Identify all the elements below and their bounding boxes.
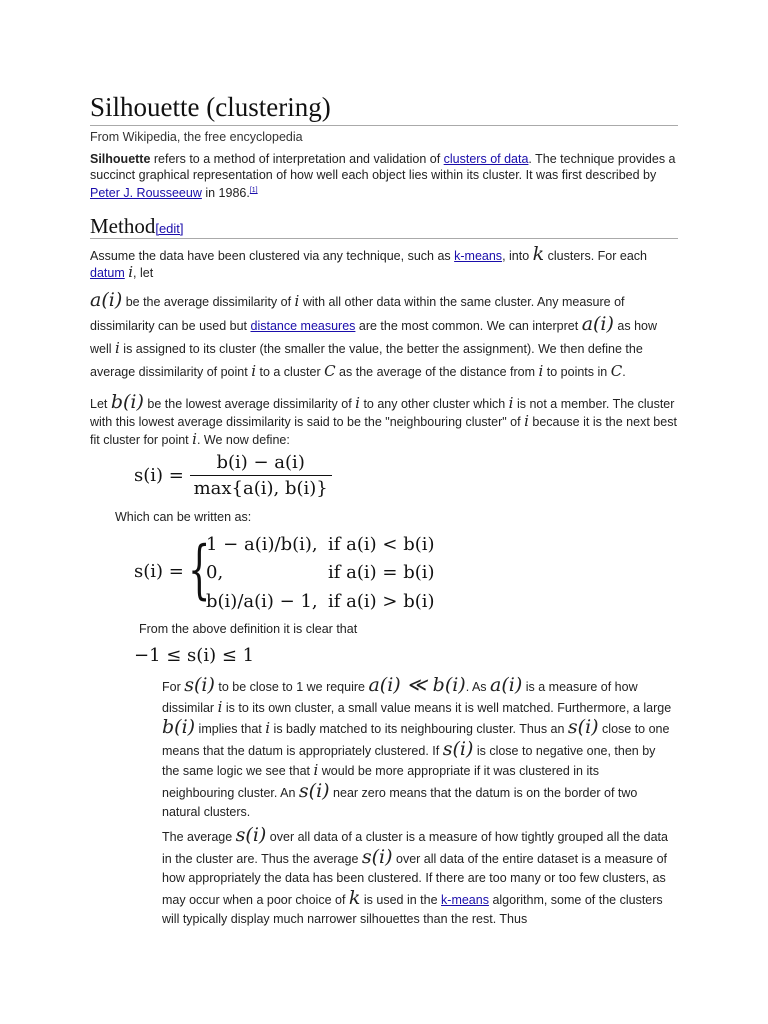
- p4-text-6: is badly matched to its neighbouring cluster. Thus an: [270, 722, 568, 736]
- math-i: i: [294, 292, 300, 310]
- p5-text-4: algorithm, some of the clusters will typically display much narrower silhouettes than the rest. Thus: [162, 892, 663, 926]
- p4-text-7: close to one means that the datum is appropriately clustered. If: [162, 722, 670, 758]
- math-relation: a(i) ≪ b(i): [368, 674, 466, 696]
- p2-text-2: with all other data within the same cluster. Any measure of dissimilarity can be used but: [90, 295, 625, 333]
- intro-bold-term: Silhouette: [90, 152, 151, 166]
- case-cond: if a(i) < b(i): [328, 534, 435, 555]
- math-i: i: [538, 362, 544, 380]
- link-rousseeuw[interactable]: Peter J. Rousseeuw: [90, 186, 202, 201]
- math-i: i: [251, 362, 256, 380]
- math-i: i: [313, 761, 319, 779]
- piecewise-formula: [134, 530, 454, 616]
- p1-text-3: clusters. For each: [544, 249, 647, 263]
- edit-section-link[interactable]: [edit]: [155, 221, 184, 236]
- math-i: i: [192, 430, 197, 448]
- p5-text-2: over all data of the entire dataset is a measure of how appropriately the data has been clustered. If there are too many or too few clusters, as may occur when a poor choice of: [162, 851, 668, 907]
- case-row: [206, 562, 435, 583]
- p2-text-5: is assigned to its cluster (the smaller the value, the better the assignment). We then define the average dissimilarity of point: [90, 342, 643, 379]
- p2-text-9: .: [622, 365, 626, 379]
- math-i: i: [265, 719, 271, 737]
- math-s-of-i: s(i): [567, 716, 599, 738]
- math-c: C: [324, 362, 336, 380]
- method-paragraph-1: [90, 243, 680, 281]
- case-row: [206, 534, 435, 555]
- p5-text-1: over all data of a cluster is a measure of how tightly grouped all the data in the cluster are. Thus the average: [162, 830, 668, 866]
- page-subtitle: From Wikipedia, the free encyclopedia: [90, 130, 303, 144]
- p3-text-2: to any other cluster which: [359, 397, 509, 411]
- interpretation-paragraph: [162, 676, 672, 823]
- method-heading-text: Method: [90, 214, 156, 238]
- case-row: [206, 591, 435, 612]
- p1-text-1: Assume the data have been clustered via any technique, such as: [90, 249, 455, 263]
- page-title: Silhouette (clustering): [90, 92, 331, 122]
- link-distance-measures[interactable]: distance measures: [250, 319, 356, 333]
- p4-text-1: to be close to 1 we require: [214, 680, 369, 694]
- p2-text-6: to a cluster: [256, 365, 325, 379]
- section-divider: [90, 238, 678, 239]
- formula-lhs: s(i) =: [134, 465, 184, 486]
- p5-text-3: is used in the: [360, 892, 442, 907]
- math-b-of-i: b(i): [162, 716, 196, 738]
- intro-text-2: . The technique provides a succinct graphical representation of how well each object lies within its cluster. It was first described by: [90, 152, 676, 182]
- left-brace: {: [188, 533, 211, 607]
- math-s-of-i: s(i): [298, 779, 330, 802]
- p1-text-4: , let: [133, 265, 154, 280]
- case-expr: b(i)/a(i) − 1,: [206, 591, 318, 612]
- math-i: i: [217, 697, 223, 716]
- p4-text-2: . As: [465, 680, 491, 694]
- math-a-of-i: a(i): [90, 289, 123, 311]
- intro-text-1: refers to a method of interpretation and validation of: [150, 152, 444, 166]
- section-heading-method: [90, 214, 184, 239]
- p2-text-1: be the average dissimilarity of: [122, 295, 295, 309]
- math-a-of-i: a(i): [581, 313, 614, 335]
- math-c: C: [610, 362, 623, 380]
- link-k-means[interactable]: k-means: [454, 249, 503, 263]
- title-divider: [90, 125, 678, 126]
- math-k: k: [532, 243, 545, 265]
- piecewise-lhs: s(i) =: [134, 561, 184, 582]
- p4-text-9: would be more appropriate if it was clustered in its neighbouring cluster. An: [162, 764, 599, 800]
- p1-text-2: , into: [502, 249, 533, 263]
- p4-text-5: implies that: [195, 722, 266, 736]
- case-expr: 0,: [206, 562, 224, 583]
- bounds-inequality: −1 ≤ s(i) ≤ 1: [134, 645, 255, 666]
- math-i: i: [115, 339, 120, 357]
- formula-numerator: b(i) − a(i): [216, 452, 305, 473]
- math-a-of-i: a(i): [490, 674, 523, 696]
- p3-text-5: . We now define:: [196, 433, 290, 447]
- math-i: i: [524, 412, 529, 430]
- p3-text-4: because it is the next best fit cluster for point: [90, 415, 677, 447]
- p4-text-4: is to its own cluster, a small value means it is well matched. Furthermore, a large: [222, 700, 672, 715]
- method-paragraph-3: [90, 391, 680, 449]
- silhouette-formula: [134, 452, 332, 499]
- math-s-of-i: s(i): [184, 674, 215, 696]
- average-paragraph: [162, 826, 672, 930]
- formula-fraction: [190, 452, 332, 499]
- p4-text-8: is close to negative one, then by the same logic we see that: [162, 743, 656, 778]
- p4-text-0: For: [162, 680, 185, 694]
- math-b-of-i: b(i): [110, 391, 144, 413]
- reference-link[interactable]: [1]: [249, 187, 258, 194]
- p3-text-3: is not a member. The cluster with this lowest average dissimilarity is said to be the "neighbouring cluster" of: [90, 397, 675, 429]
- intro-text-3: in 1986.: [201, 186, 250, 201]
- case-cond: if a(i) > b(i): [328, 591, 435, 612]
- math-i: i: [508, 394, 514, 412]
- math-i: i: [128, 262, 134, 281]
- math-i: i: [355, 394, 360, 412]
- link-datum[interactable]: datum: [90, 265, 125, 280]
- math-s-of-i: s(i): [235, 824, 267, 846]
- p4-text-3: is a measure of how dissimilar: [162, 680, 638, 715]
- written-as-text: Which can be written as:: [115, 510, 252, 524]
- p2-text-3: are the most common. We can interpret: [355, 319, 582, 333]
- link-k-means-2[interactable]: k-means: [441, 892, 489, 907]
- math-s-of-i: s(i): [442, 737, 474, 760]
- intro-paragraph: [90, 152, 680, 202]
- p2-text-8: to points in: [543, 365, 611, 379]
- math-s-of-i: s(i): [361, 845, 393, 868]
- p2-text-7: as the average of the distance from: [335, 365, 539, 379]
- formula-denominator: max{a(i), b(i)}: [190, 475, 332, 499]
- p2-text-4: as how well: [90, 319, 658, 356]
- case-expr: 1 − a(i)/b(i),: [206, 534, 318, 555]
- method-paragraph-2: [90, 289, 680, 383]
- p4-text-10: near zero means that the datum is on the border of two natural clusters.: [162, 785, 638, 819]
- p5-text-0: The average: [162, 830, 236, 844]
- math-k: k: [348, 886, 361, 909]
- p3-text-0: Let: [90, 397, 111, 411]
- p3-text-1: be the lowest average dissimilarity of: [143, 397, 356, 411]
- clear-text: From the above definition it is clear that: [139, 622, 358, 636]
- case-cond: if a(i) = b(i): [328, 562, 435, 583]
- link-clusters-of-data[interactable]: clusters of data: [443, 152, 529, 166]
